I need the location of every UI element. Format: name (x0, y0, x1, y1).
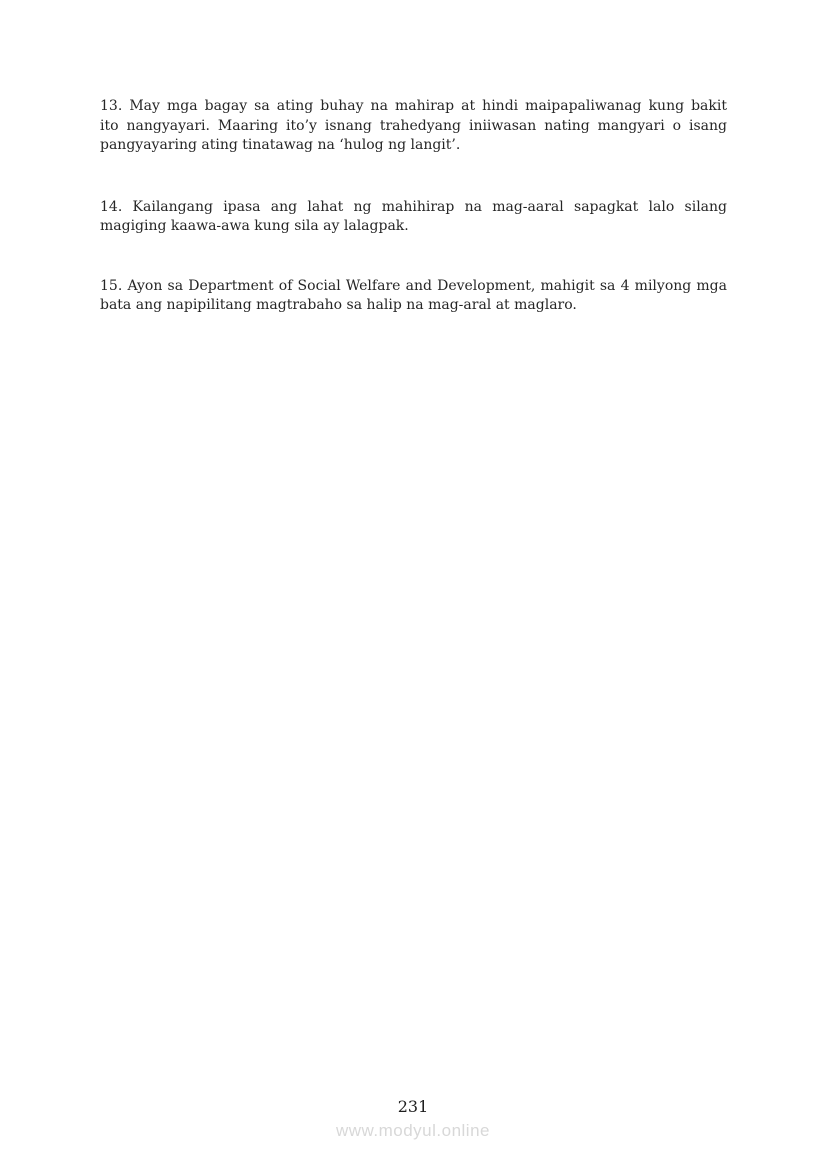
paragraph-13 (100, 97, 727, 156)
text-line: bata ang napipilitang magtrabaho sa halip na mag-aral at maglaro. (100, 297, 577, 313)
text-line: pangyayaring ating tinatawag na ‘hulog ng langit’. (100, 137, 461, 153)
page-number: 231 (397, 1097, 429, 1116)
text-block (100, 97, 727, 316)
paragraph-15 (100, 277, 727, 316)
paragraph-14 (100, 198, 727, 237)
text-line: 13. May mga bagay sa ating buhay na mahirap at hindi maipapaliwanag kung bakit (100, 98, 727, 114)
text-line: ito nangyayari. Maaring ito’y isnang trahedyang iniiwasan nating mangyari o isang (100, 117, 727, 134)
watermark: www.modyul.online (335, 1121, 490, 1140)
text-line: magiging kaawa-awa kung sila ay lalagpak. (100, 218, 409, 234)
text-line: 15. Ayon sa Department of Social Welfare and Development, mahigit sa 4 milyong mga (100, 277, 727, 294)
text-line: 14. Kailangang ipasa ang lahat ng mahihirap na mag-aaral sapagkat lalo silang (100, 198, 727, 215)
